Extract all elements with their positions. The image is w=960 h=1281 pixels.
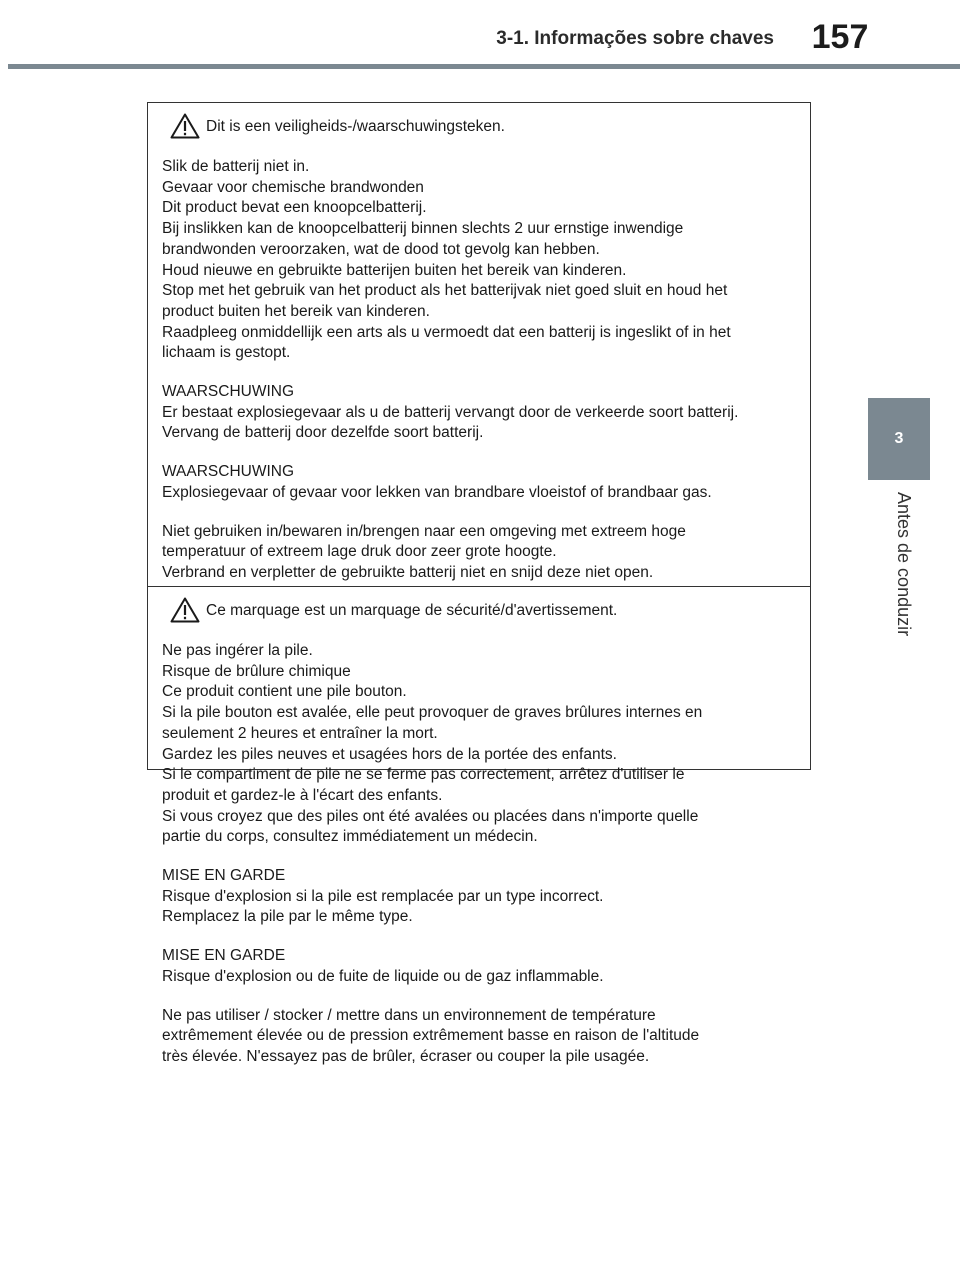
text-line: Vervang de batterij door dezelfde soort batterij. <box>162 424 484 442</box>
text-line: Ne pas ingérer la pile. <box>162 642 313 659</box>
text-line: brandwonden veroorzaken, wat de dood tot gevolg kan hebben. <box>162 240 600 258</box>
warning-triangle-icon <box>170 113 200 139</box>
paragraph <box>162 1006 796 1068</box>
text-line: MISE EN GARDE <box>162 867 286 885</box>
text-line: partie du corps, consultez immédiatement un médecin. <box>162 828 538 846</box>
text-line: MISE EN GARDE <box>162 947 286 965</box>
text-line: extrêmement élevée ou de pression extrêmement basse en raison de l'altitude <box>162 1027 700 1045</box>
paragraph <box>162 382 796 444</box>
warning-triangle-icon <box>170 597 200 623</box>
text-line: temperatuur of extreem lage druk door zeer grote hoogte. <box>162 543 557 561</box>
text-line: Risque d'explosion si la pile est remplacée par un type incorrect. <box>162 887 604 905</box>
text-line: Bij inslikken kan de knoopcelbatterij binnen slechts 2 uur ernstige inwendige <box>162 220 684 238</box>
text-line: Explosiegevaar of gevaar voor lekken van brandbare vloeistof of brandbaar gas. <box>162 483 712 501</box>
battery-warning-box <box>147 102 811 1065</box>
text-line: Si le compartiment de pile ne se ferme pas correctement, arrêtez d'utiliser le <box>162 766 685 784</box>
text-line: Slik de batterij niet in. <box>162 158 310 175</box>
text-line: très élevée. N'essayez pas de brûler, écraser ou couper la pile usagée. <box>162 1047 650 1065</box>
text-line: Raadpleeg onmiddellijk een arts als u vermoedt dat een batterij is ingeslikt of in het <box>162 323 731 341</box>
text-line: Stop met het gebruik van het product als het batterijvak niet goed sluit en houd het <box>162 282 728 300</box>
warning-heading: Ce marquage est un marquage de sécurité/d'avertissement. <box>206 602 618 619</box>
text-line: Ne pas utiliser / stocker / mettre dans un environnement de température <box>162 1006 656 1024</box>
text-line: Gardez les piles neuves et usagées hors de la portée des enfants. <box>162 745 617 763</box>
chapter-title: 3-1. Informações sobre chaves <box>496 28 774 49</box>
text-line: WAARSCHUWING <box>162 383 295 401</box>
text-line: Risque de brûlure chimique <box>162 662 351 680</box>
paragraph <box>162 157 796 364</box>
text-line: WAARSCHUWING <box>162 463 295 481</box>
chapter-tab-label: Antes de conduzir <box>894 492 914 637</box>
paragraph <box>162 462 796 503</box>
text-line: Er bestaat explosiegevaar als u de batterij vervangt door de verkeerde soort batterij. <box>162 403 739 421</box>
warning-section-dutch <box>148 103 810 587</box>
text-line: Niet gebruiken in/bewaren in/brengen naar een omgeving met extreem hoge <box>162 522 686 540</box>
header-rule <box>8 64 960 69</box>
text-line: product buiten het bereik van kinderen. <box>162 302 430 320</box>
warning-section-french <box>148 587 810 1065</box>
text-line: produit et gardez-le à l'écart des enfants. <box>162 786 443 804</box>
warning-heading-row <box>170 597 796 623</box>
paragraph <box>162 866 796 928</box>
text-line: Houd nieuwe en gebruikte batterijen buiten het bereik van kinderen. <box>162 261 627 279</box>
paragraph <box>162 641 796 848</box>
paragraph <box>162 946 796 987</box>
page-number: 157 <box>811 18 869 56</box>
text-line: Si vous croyez que des piles ont été avalées ou placées dans n'importe quelle <box>162 807 699 825</box>
chapter-tab-number: 3 <box>894 430 904 447</box>
text-line: Si la pile bouton est avalée, elle peut provoquer de graves brûlures internes en <box>162 704 703 722</box>
paragraph <box>162 522 796 584</box>
text-line: Risque d'explosion ou de fuite de liquide ou de gaz inflammable. <box>162 967 604 985</box>
text-line: Remplacez la pile par le même type. <box>162 908 413 926</box>
warning-heading-row <box>170 113 796 139</box>
text-line: Gevaar voor chemische brandwonden <box>162 178 424 196</box>
warning-heading: Dit is een veiligheids-/waarschuwingsteken. <box>206 118 505 135</box>
text-line: seulement 2 heures et entraîner la mort. <box>162 724 438 742</box>
text-line: lichaam is gestopt. <box>162 344 291 362</box>
chapter-tab <box>868 398 930 480</box>
text-line: Verbrand en verpletter de gebruikte batterij niet en snijd deze niet open. <box>162 563 654 581</box>
text-line: Dit product bevat een knoopcelbatterij. <box>162 199 427 217</box>
text-line: Ce produit contient une pile bouton. <box>162 683 407 701</box>
